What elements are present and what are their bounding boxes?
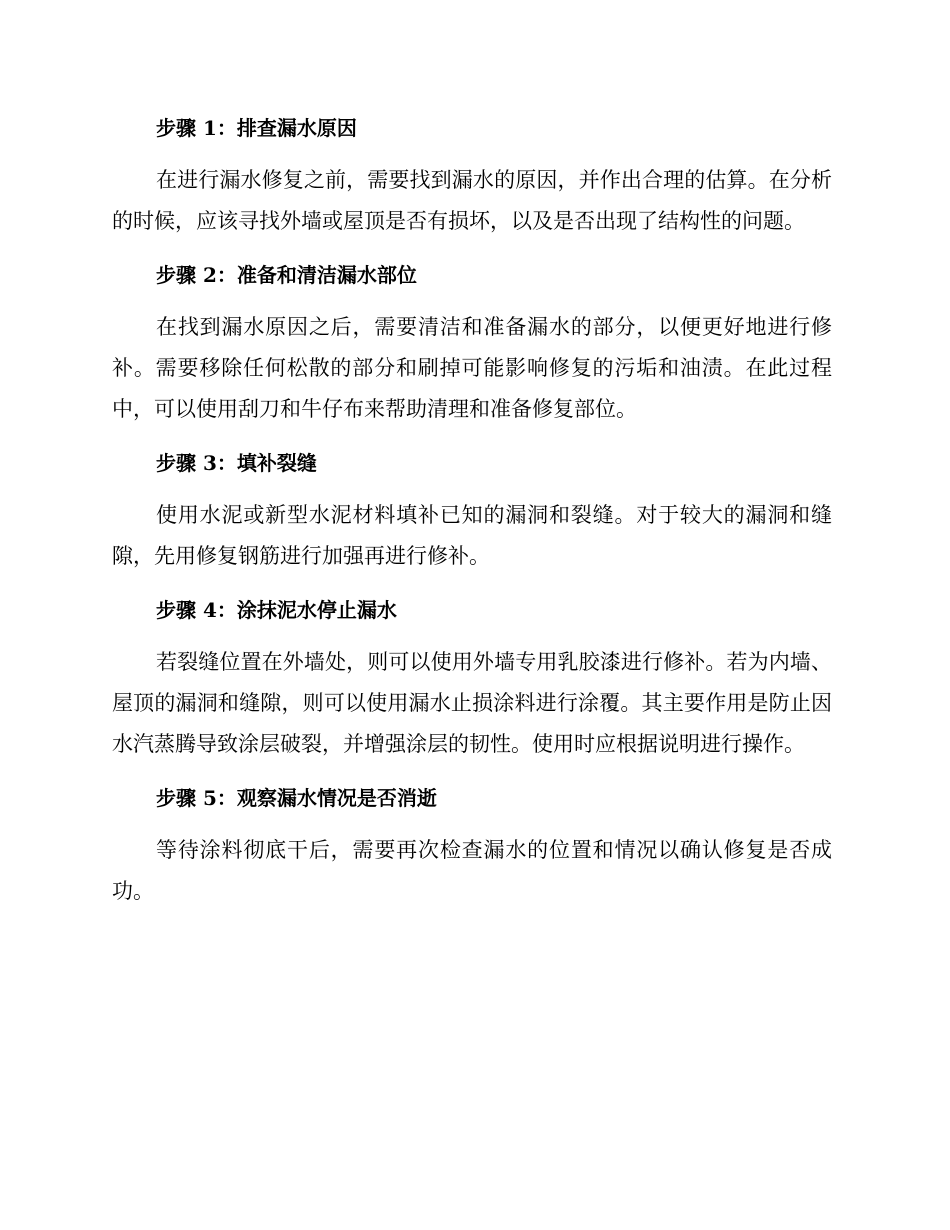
step-2-section: [112, 257, 832, 430]
step-4-section: [112, 592, 832, 765]
step-2-heading: 步骤 2：准备和清洁漏水部位: [156, 263, 417, 287]
step-3-paragraph: 使用水泥或新型水泥材料填补已知的漏洞和裂缝。对于较大的漏洞和缝隙，先用修复钢筋进行加强再进行修补。: [112, 503, 832, 568]
step-3-heading: 步骤 3：填补裂缝: [156, 451, 317, 475]
step-3-section: [112, 445, 832, 577]
step-1-heading: 步骤 1：排查漏水原因: [156, 116, 357, 140]
step-5-section: [112, 780, 832, 912]
step-1-section: [112, 110, 832, 242]
step-1-paragraph: 在进行漏水修复之前，需要找到漏水的原因，并作出合理的估算。在分析的时候，应该寻找外墙或屋顶是否有损坏，以及是否出现了结构性的问题。: [112, 168, 832, 233]
step-5-paragraph: 等待涂料彻底干后，需要再次检查漏水的位置和情况以确认修复是否成功。: [112, 838, 832, 903]
step-5-heading: 步骤 5：观察漏水情况是否消逝: [156, 786, 437, 810]
step-2-paragraph: 在找到漏水原因之后，需要清洁和准备漏水的部分，以便更好地进行修补。需要移除任何松散的部分和刷掉可能影响修复的污垢和油渍。在此过程中，可以使用刮刀和牛仔布来帮助清理和准备修复部位。: [112, 315, 832, 421]
step-4-paragraph: 若裂缝位置在外墙处，则可以使用外墙专用乳胶漆进行修补。若为内墙、屋顶的漏洞和缝隙，则可以使用漏水止损涂料进行涂覆。其主要作用是防止因水汽蒸腾导致涂层破裂，并增强涂层的韧性。使用时应根据说明进行操作。: [112, 650, 832, 756]
document-body: [112, 110, 832, 912]
step-4-heading: 步骤 4：涂抹泥水停止漏水: [156, 598, 397, 622]
